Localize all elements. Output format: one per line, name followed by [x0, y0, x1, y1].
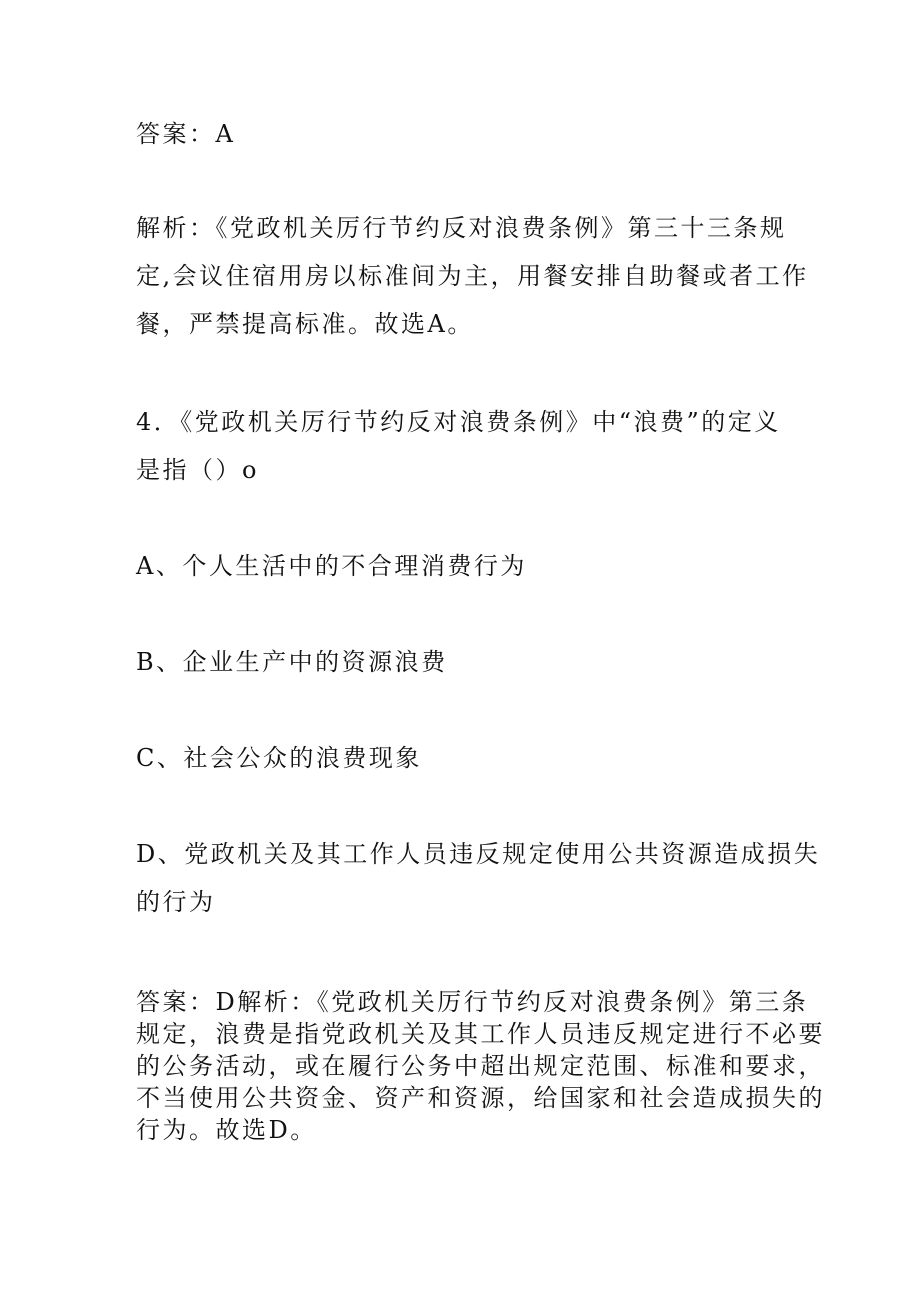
- option-b: [136, 638, 786, 686]
- analysis-line-1: 解析：《党政机关厉行节约反对浪费条例》第三十三条规: [136, 214, 787, 242]
- option-c-text: C、社会公众的浪费现象: [136, 744, 422, 772]
- answer-analysis-line-3: 的公务活动，或在履行公务中超出规定范围、标准和要求，: [136, 1052, 825, 1080]
- option-d-line-1: D、党政机关及其工作人员违反规定使用公共资源造成损失: [136, 840, 821, 868]
- answer-analysis-line-2: 规定，浪费是指党政机关及其工作人员违反规定进行不必要: [136, 1020, 825, 1048]
- previous-answer: [136, 110, 786, 158]
- option-d: [136, 830, 821, 926]
- analysis-line-2: 定,会议住宿用房以标准间为主，用餐安排自助餐或者工作: [136, 262, 809, 290]
- answer-analysis-line-5: 行为。故选D。: [136, 1116, 317, 1144]
- option-d-line-2: 的行为: [136, 888, 216, 916]
- answer-line: 答案：A: [136, 120, 236, 148]
- previous-analysis: [136, 204, 809, 348]
- question-line-2: 是指（）o: [136, 456, 259, 484]
- option-c: [136, 734, 786, 782]
- option-a-text: A、个人生活中的不合理消费行为: [136, 552, 527, 580]
- question-4: [136, 398, 786, 494]
- analysis-line-3: 餐，严禁提高标准。故选A。: [136, 310, 474, 338]
- answer-analysis-line-4: 不当使用公共资金、资产和资源，给国家和社会造成损失的: [136, 1084, 825, 1112]
- option-b-text: B、企业生产中的资源浪费: [136, 648, 448, 676]
- answer-analysis-line-1: 答案：D解析：《党政机关厉行节约反对浪费条例》第三条: [136, 988, 809, 1016]
- answer-analysis: [136, 986, 825, 1146]
- question-line-1: 4．《党政机关厉行节约反对浪费条例》中“浪费”的定义: [136, 408, 781, 436]
- option-a: [136, 542, 786, 590]
